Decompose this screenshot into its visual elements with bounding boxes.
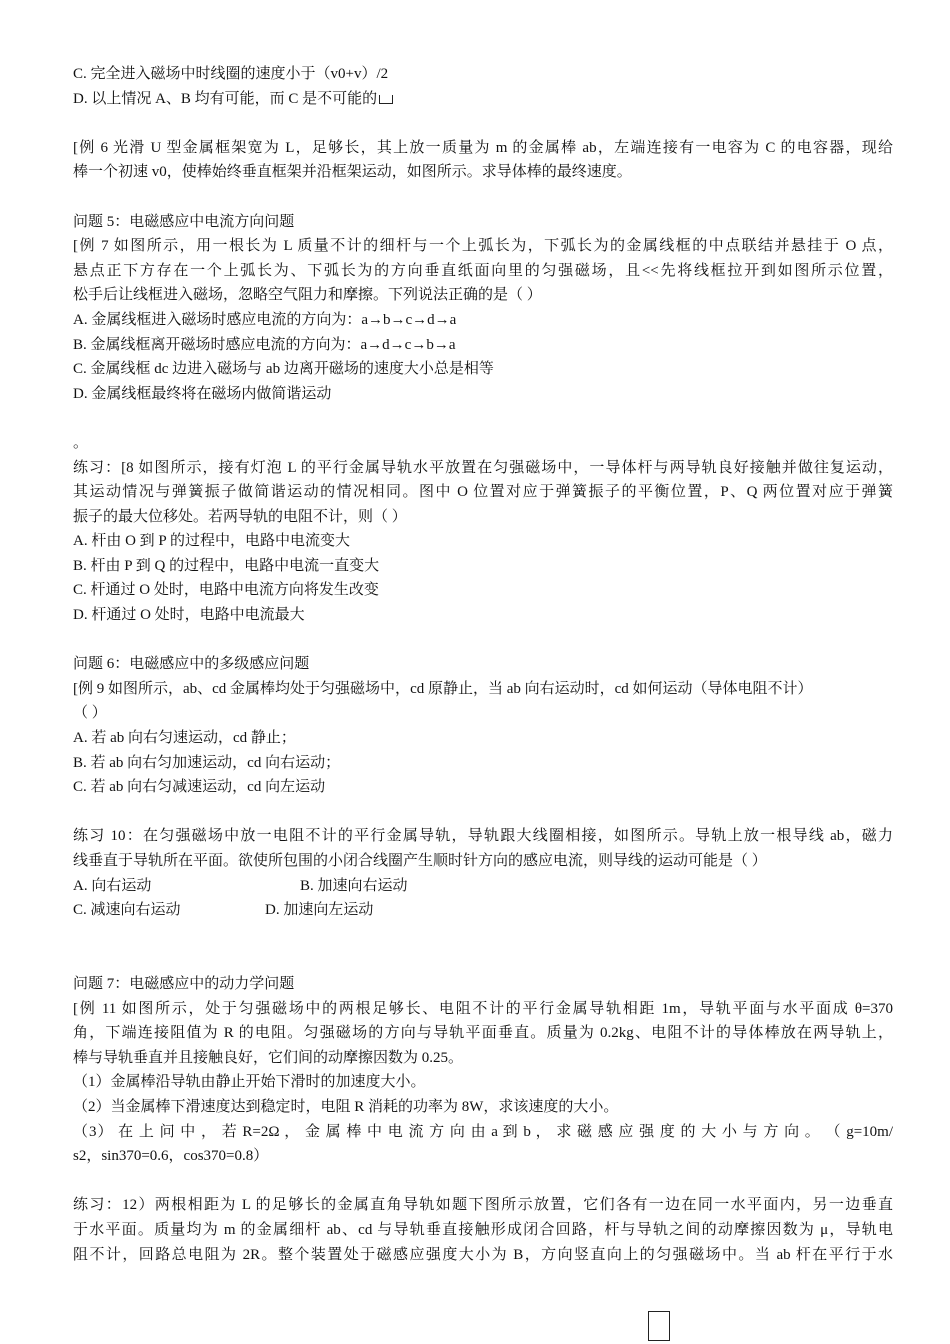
problem-6-title: 问题 6：电磁感应中的多级感应问题 xyxy=(73,656,310,673)
exercise-8-option-c: C. 杆通过 O 处时，电路中电流方向将发生改变 xyxy=(73,582,379,599)
problem-5-title: 问题 5：电磁感应中电流方向问题 xyxy=(73,213,295,230)
example-9-option-c: C. 若 ab 向右匀减速运动，cd 向左运动 xyxy=(73,779,326,796)
example-7-option-c: C. 金属线框 dc 边进入磁场与 ab 边离开磁场的速度大小总是相等 xyxy=(73,361,494,378)
example-11-part-2: （2）当金属棒下滑速度达到稳定时，电阻 R 消耗的功率为 8W，求该速度的大小。 xyxy=(73,1098,619,1115)
problem-7-title: 问题 7：电磁感应中的动力学问题 xyxy=(73,975,295,992)
option-d xyxy=(73,87,893,112)
example-11-part-1: （1）金属棒沿导轨由静止开始下滑时的加速度大小。 xyxy=(73,1074,426,1091)
exercise-12-line-3: 阻不计，回路总电阻为 2R。整个装置处于磁感应强度大小为 B，方向竖直向上的匀强磁场中。当 ab 杆在平行于水 xyxy=(73,1246,893,1263)
example-6-line-2: 棒一个初速 v0，使棒始终垂直框架并沿框架运动，如图所示。求导体棒的最终速度。 xyxy=(73,164,632,181)
exercise-10-option-b: B. 加速向右运动 xyxy=(300,877,408,894)
exercise-10-option-c: C. 减速向右运动 xyxy=(73,902,181,919)
page-break-box-icon xyxy=(648,1311,670,1341)
exercise-10-line-2: 线垂直于导轨所在平面。欲使所包围的小闭合线圈产生顺时针方向的感应电流，则导线的运动可能是（ ） xyxy=(73,853,767,869)
example-7-option-b: B. 金属线框离开磁场时感应电流的方向为：a→d→c→b→a xyxy=(73,336,456,353)
exercise-10-options-row-1 xyxy=(73,874,893,899)
example-7-line-3: 松手后让线框进入磁场，忽略空气阻力和摩擦。下列说法正确的是（ ） xyxy=(73,287,542,304)
example-11-line-3: 棒与导轨垂直并且接触良好，它们间的动摩擦因数为 0.25。 xyxy=(73,1049,464,1066)
exercise-8-option-a: A. 杆由 O 到 P 的过程中，电路中电流变大 xyxy=(73,533,350,550)
example-9-option-b: B. 若 ab 向右匀加速运动，cd 向右运动； xyxy=(73,754,341,771)
text-cursor-icon xyxy=(379,95,393,104)
exercise-8-option-b: B. 杆由 P 到 Q 的过程中，电路中电流一直变大 xyxy=(73,557,380,574)
example-7-option-d: D. 金属线框最终将在磁场内做简谐运动 xyxy=(73,385,332,402)
example-9-line-2: （ ） xyxy=(73,705,107,722)
example-9-option-a: A. 若 ab 向右匀速运动，cd 静止； xyxy=(73,730,296,747)
exercise-10-line-1: 练习 10：在匀强磁场中放一电阻不计的平行金属导轨，导轨跟大线圈相接，如图所示。导轨上放一根导线 ab，磁力 xyxy=(73,828,893,845)
example-7-line-2: 悬点正下方存在一个上弧长为、下弧长为的方向垂直纸面向里的匀强磁场，且<<先将线框拉开到如图所示位置， xyxy=(73,262,893,279)
stray-period: 。 xyxy=(73,434,89,451)
example-7-option-a: A. 金属线框进入磁场时感应电流的方向为：a→b→c→d→a xyxy=(73,311,457,328)
exercise-8-line-2: 其运动情况与弹簧振子做简谐运动的情况相同。图中 O 位置对应于弹簧振子的平衡位置，P、Q 两位置对应于弹簧 xyxy=(73,484,893,501)
exercise-10-option-a: A. 向右运动 xyxy=(73,877,152,894)
exercise-8-line-1: 练习：[8 如图所示，接有灯泡 L 的平行金属导轨水平放置在匀强磁场中，一导体杆与两导轨良好接触并做往复运动， xyxy=(73,459,893,476)
exercise-8-option-d: D. 杆通过 O 处时，电路中电流最大 xyxy=(73,607,305,624)
example-11-line-2: 角，下端连接阻值为 R 的电阻。匀强磁场的方向与导轨平面垂直。质量为 0.2kg、电阻不计的导体棒放在两导轨上， xyxy=(73,1025,893,1042)
example-11-line-1: [例 11 如图所示，处于匀强磁场中的两根足够长、电阻不计的平行金属导轨相距 1m，导轨平面与水平面成 θ=370 xyxy=(73,1000,893,1017)
option-d-text: D. 以上情况 A、B 均有可能，而 C 是不可能的 xyxy=(73,90,378,107)
example-6-line-1: [例 6 光滑 U 型金属框架宽为 L，足够长，其上放一质量为 m 的金属棒 ab，左端连接有一电容为 C 的电容器，现给 xyxy=(73,139,893,156)
exercise-8-line-3: 振子的最大位移处。若两导轨的电阻不计，则（ ） xyxy=(73,508,407,525)
example-11-part-3-line-2: s2，sin370=0.6，cos370=0.8） xyxy=(73,1148,269,1165)
example-9-line-1: [例 9 如图所示，ab、cd 金属棒均处于匀强磁场中，cd 原静止，当 ab 向右运动时，cd 如何运动（导体电阻不计） xyxy=(73,680,813,697)
exercise-10-options-row-2 xyxy=(73,898,893,923)
exercise-12-line-2: 于水平面。质量均为 m 的金属细杆 ab、cd 与导轨垂直接触形成闭合回路，杆与导轨之间的动摩擦因数为 μ，导轨电 xyxy=(73,1221,893,1238)
document-body xyxy=(73,62,893,1267)
example-7-line-1: [例 7 如图所示，用一根长为 L 质量不计的细杆与一个上弧长为，下弧长为的金属线框的中点联结并悬挂于 O 点， xyxy=(73,238,893,255)
exercise-12-line-1: 练习：12）两根相距为 L 的足够长的金属直角导轨如题下图所示放置，它们各有一边在同一水平面内，另一边垂直 xyxy=(73,1197,893,1214)
exercise-10-option-d: D. 加速向左运动 xyxy=(265,902,374,919)
example-11-part-3-line-1: （3） 在 上 问 中 ， 若 R=2Ω ， 金 属 棒 中 电 流 方 向 由 a 到 b ， 求 磁 感 应 强 度 的 大 小 与 方 向 。 （ g=10m/ xyxy=(73,1123,893,1140)
option-c: C. 完全进入磁场中时线圈的速度小于（v0+v）/2 xyxy=(73,66,389,82)
